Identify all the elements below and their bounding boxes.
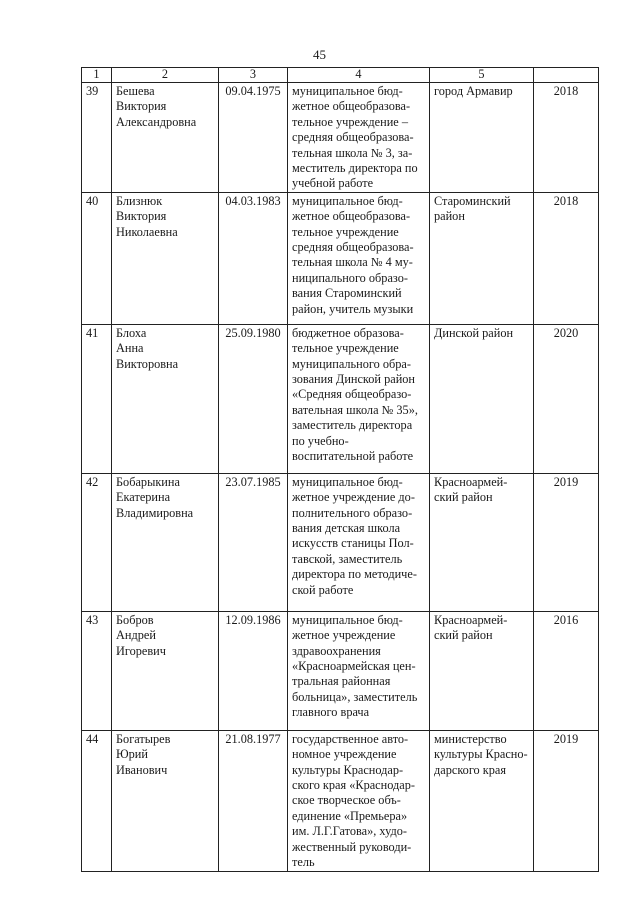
cell-line: директора по методиче- bbox=[292, 567, 417, 582]
cell-line: Красноармей- bbox=[434, 474, 508, 489]
cell-line: искусств станицы Пол- bbox=[292, 536, 414, 551]
cell-territory bbox=[430, 473, 534, 611]
cell-line: тральная районная bbox=[292, 674, 391, 689]
cell-position bbox=[288, 324, 430, 473]
cell-line: Владимировна bbox=[116, 505, 194, 520]
cell-line: Бешева bbox=[116, 84, 155, 98]
cell-line: тельная школа № 4 му- bbox=[292, 255, 413, 270]
cell-line: жественный руководи- bbox=[292, 839, 412, 854]
cell-date: 12.09.1986 bbox=[219, 611, 288, 730]
cell-year: 2019 bbox=[534, 730, 599, 871]
cell-territory bbox=[430, 83, 534, 193]
cell-line: ского края «Краснодар- bbox=[292, 778, 415, 793]
cell-territory bbox=[430, 192, 534, 324]
cell-territory bbox=[430, 324, 534, 473]
cell-line: жетное учреждение bbox=[292, 628, 396, 643]
table-row bbox=[82, 192, 599, 324]
cell-line: по учебно- bbox=[292, 433, 349, 448]
cell-line: муниципальное бюд- bbox=[292, 612, 403, 627]
cell-line: Староминский bbox=[434, 193, 511, 208]
cell-line: Игоревич bbox=[116, 643, 166, 658]
cell-date: 21.08.1977 bbox=[219, 730, 288, 871]
cell-position bbox=[288, 83, 430, 193]
table-header-row bbox=[82, 68, 599, 83]
cell-line: тельная школа № 3, за- bbox=[292, 145, 413, 160]
cell-line: Динской район bbox=[434, 325, 514, 340]
cell-year: 2020 bbox=[534, 324, 599, 473]
cell-line: вания детская школа bbox=[292, 521, 401, 536]
cell-number: 42 bbox=[82, 473, 112, 611]
cell-line: им. Л.Г.Гатова», худо- bbox=[292, 824, 407, 839]
table-row bbox=[82, 730, 599, 871]
cell-name bbox=[112, 192, 219, 324]
cell-line: Иванович bbox=[116, 762, 168, 777]
cell-number: 43 bbox=[82, 611, 112, 730]
cell-position bbox=[288, 611, 430, 730]
cell-line: муниципального обра- bbox=[292, 356, 411, 371]
cell-line: Анна bbox=[116, 341, 144, 356]
cell-name bbox=[112, 324, 219, 473]
cell-territory bbox=[430, 730, 534, 871]
cell-year: 2016 bbox=[534, 611, 599, 730]
cell-year: 2018 bbox=[534, 83, 599, 193]
header-cell-name: 2 bbox=[112, 68, 219, 83]
cell-line: культуры Красно- bbox=[434, 747, 528, 762]
cell-name bbox=[112, 83, 219, 193]
header-cell-territory: 5 bbox=[430, 68, 534, 83]
cell-line: район bbox=[434, 209, 465, 224]
cell-number: 40 bbox=[82, 192, 112, 324]
cell-year: 2018 bbox=[534, 192, 599, 324]
cell-line: Андрей bbox=[116, 628, 156, 643]
cell-line: город Армавир bbox=[434, 84, 513, 98]
cell-line: муниципальное бюд- bbox=[292, 193, 403, 208]
cell-line: тельное учреждение – bbox=[292, 114, 408, 129]
cell-name bbox=[112, 473, 219, 611]
awards-table bbox=[81, 67, 599, 872]
cell-line: зования Динской район bbox=[292, 372, 416, 387]
cell-line: государственное авто- bbox=[292, 731, 409, 746]
cell-line: Юрий bbox=[116, 747, 148, 762]
cell-line: полнительного образо- bbox=[292, 505, 413, 520]
cell-line: Блоха bbox=[116, 325, 147, 340]
cell-line: воспитательной работе bbox=[292, 449, 414, 464]
cell-number: 41 bbox=[82, 324, 112, 473]
cell-line: Близнюк bbox=[116, 193, 163, 208]
page-number: 45 bbox=[313, 47, 326, 62]
cell-name bbox=[112, 611, 219, 730]
cell-line: Бобров bbox=[116, 612, 154, 627]
cell-position bbox=[288, 192, 430, 324]
header-cell-number: 1 bbox=[82, 68, 112, 83]
header-cell-date: 3 bbox=[219, 68, 288, 83]
cell-line: Александровна bbox=[116, 114, 197, 129]
cell-line: ниципального образо- bbox=[292, 270, 408, 285]
cell-line: единение «Премьера» bbox=[292, 808, 408, 823]
cell-number: 39 bbox=[82, 83, 112, 193]
cell-line: здравоохранения bbox=[292, 643, 381, 658]
cell-line: Богатырев bbox=[116, 731, 171, 746]
cell-line: больница», заместитель bbox=[292, 689, 418, 704]
cell-line: министерство bbox=[434, 731, 507, 746]
cell-line: Бобарыкина bbox=[116, 474, 180, 489]
cell-line: дарского края bbox=[434, 762, 507, 777]
cell-line: жетное общеобразова- bbox=[292, 99, 411, 114]
cell-position bbox=[288, 730, 430, 871]
cell-line: Виктория bbox=[116, 99, 167, 114]
cell-name bbox=[112, 730, 219, 871]
header-cell-year bbox=[534, 68, 599, 83]
cell-line: номное учреждение bbox=[292, 747, 397, 762]
cell-line: тельное учреждение bbox=[292, 341, 399, 356]
cell-line: ский район bbox=[434, 490, 493, 505]
cell-line: главного врача bbox=[292, 705, 370, 720]
cell-line: вания Староминский bbox=[292, 286, 402, 301]
cell-line: муниципальное бюд- bbox=[292, 474, 403, 489]
cell-date: 25.09.1980 bbox=[219, 324, 288, 473]
cell-line: тавской, заместитель bbox=[292, 551, 403, 566]
cell-line: бюджетное образова- bbox=[292, 325, 404, 340]
cell-line: жетное учреждение до- bbox=[292, 490, 415, 505]
table-row bbox=[82, 324, 599, 473]
cell-territory bbox=[430, 611, 534, 730]
cell-line: культуры Краснодар- bbox=[292, 762, 404, 777]
cell-line: Виктория bbox=[116, 209, 167, 224]
cell-line: средняя общеобразова- bbox=[292, 240, 414, 255]
cell-line: «Средняя общеобразо- bbox=[292, 387, 412, 402]
cell-year: 2019 bbox=[534, 473, 599, 611]
table-row bbox=[82, 473, 599, 611]
cell-line: Екатерина bbox=[116, 490, 171, 505]
cell-line: заместитель директора bbox=[292, 418, 413, 433]
cell-date: 23.07.1985 bbox=[219, 473, 288, 611]
cell-line: район, учитель музыки bbox=[292, 301, 414, 316]
cell-line: Викторовна bbox=[116, 356, 179, 371]
cell-line: Николаевна bbox=[116, 224, 178, 239]
cell-number: 44 bbox=[82, 730, 112, 871]
cell-line: Красноармей- bbox=[434, 612, 508, 627]
table-row bbox=[82, 83, 599, 193]
cell-line: ской работе bbox=[292, 582, 354, 597]
cell-line: меститель директора по bbox=[292, 161, 418, 176]
header-cell-position: 4 bbox=[288, 68, 430, 83]
cell-line: тель bbox=[292, 855, 315, 870]
cell-line: учебной работе bbox=[292, 176, 374, 191]
cell-line: муниципальное бюд- bbox=[292, 84, 403, 98]
cell-line: средняя общеобразова- bbox=[292, 130, 414, 145]
cell-date: 04.03.1983 bbox=[219, 192, 288, 324]
cell-line: тельное учреждение bbox=[292, 224, 399, 239]
cell-line: жетное общеобразова- bbox=[292, 209, 411, 224]
cell-line: вательная школа № 35», bbox=[292, 402, 418, 417]
cell-line: ский район bbox=[434, 628, 493, 643]
cell-date: 09.04.1975 bbox=[219, 83, 288, 193]
cell-position bbox=[288, 473, 430, 611]
table-row bbox=[82, 611, 599, 730]
cell-line: «Красноармейская цен- bbox=[292, 659, 416, 674]
cell-line: ское творческое объ- bbox=[292, 793, 401, 808]
